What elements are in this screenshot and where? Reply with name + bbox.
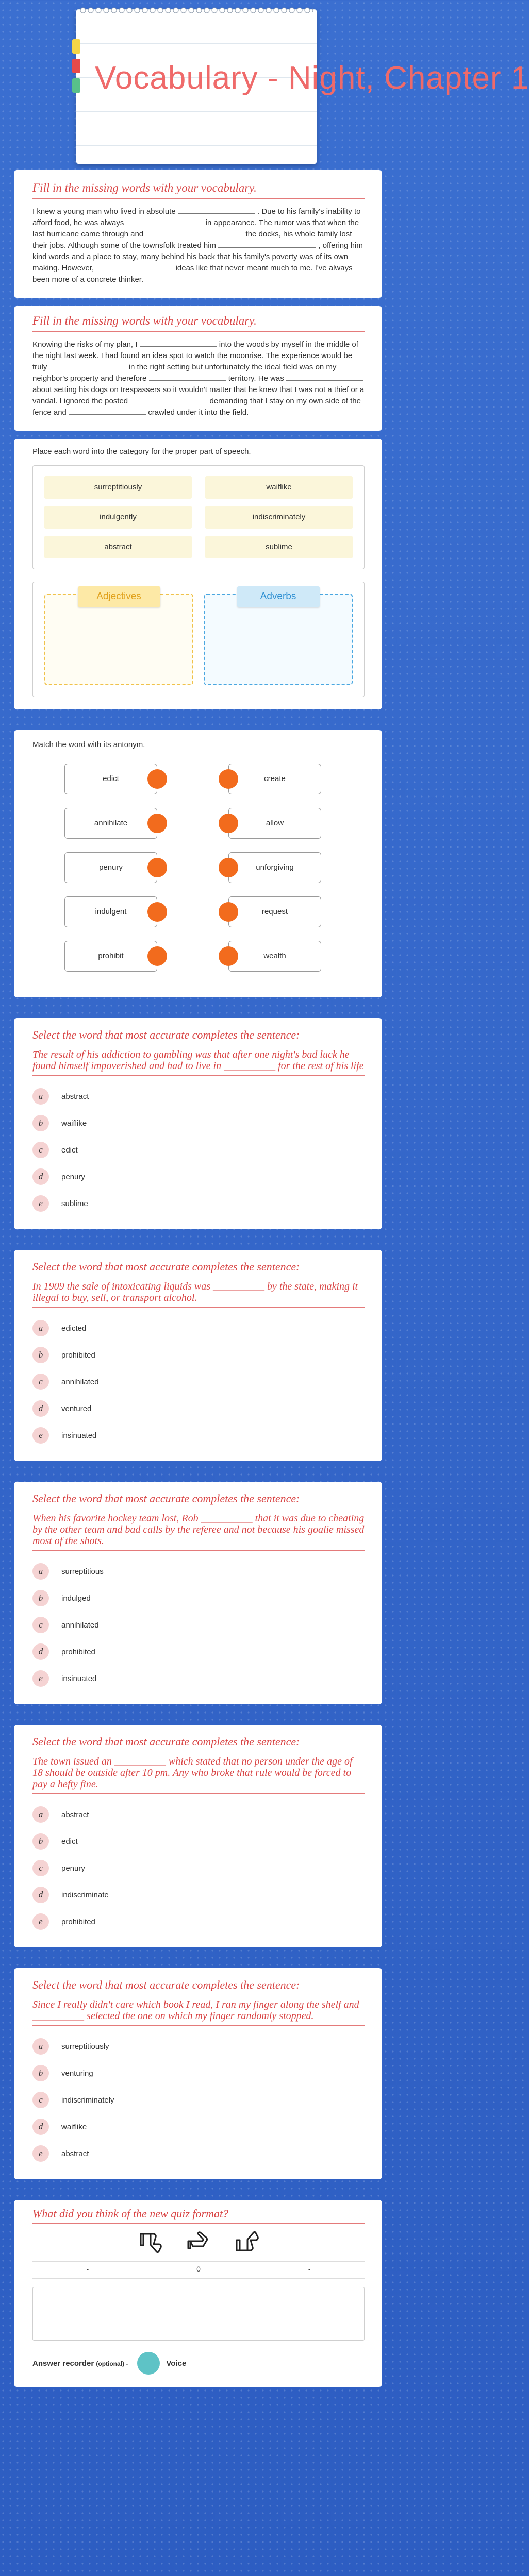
option-letter: a <box>32 1806 49 1823</box>
answer-option[interactable] <box>32 2033 365 2060</box>
blank-field[interactable] <box>145 229 243 236</box>
blank-field[interactable] <box>149 374 226 381</box>
adjectives-label: Adjectives <box>78 586 160 607</box>
option-text: waiflike <box>61 2122 87 2131</box>
feedback-question: What did you think of the new quiz format? <box>32 2207 365 2224</box>
option-text: prohibited <box>61 1917 95 1926</box>
option-text: ventured <box>61 1404 92 1413</box>
option-letter: a <box>32 1088 49 1105</box>
match-left-item[interactable]: prohibit <box>64 941 157 972</box>
option-text: abstract <box>61 2149 89 2158</box>
answer-option[interactable] <box>32 1638 365 1665</box>
answer-option[interactable] <box>32 1882 365 1908</box>
thumbs-down-count: - <box>86 2265 89 2273</box>
match-right-item[interactable]: create <box>228 764 321 794</box>
option-text: surreptitious <box>61 1567 104 1576</box>
answer-option[interactable] <box>32 1368 365 1395</box>
option-letter: d <box>32 1887 49 1903</box>
word-chip[interactable]: surreptitiously <box>44 476 192 499</box>
category-area <box>32 582 365 697</box>
question-prompt: Select the word that most accurate completes the sentence: <box>32 1492 300 1505</box>
answer-option[interactable] <box>32 1828 365 1855</box>
match-right-item[interactable]: wealth <box>228 941 321 972</box>
blank-field[interactable] <box>218 241 316 248</box>
option-letter: b <box>32 2065 49 2081</box>
word-chip[interactable]: waiflike <box>205 476 353 499</box>
option-text: annihilated <box>61 1377 99 1386</box>
match-dot[interactable] <box>147 946 167 966</box>
answer-option[interactable] <box>32 2060 365 2087</box>
page-title: Vocabulary - Night, Chapter 1 <box>95 60 529 96</box>
option-letter: d <box>32 1400 49 1417</box>
option-letter: a <box>32 2038 49 2055</box>
fill-in-card-2 <box>14 306 382 431</box>
answer-option[interactable] <box>32 1110 365 1137</box>
question-card <box>14 1968 382 2179</box>
blank-field[interactable] <box>126 218 204 225</box>
question-card <box>14 1250 382 1461</box>
option-letter: c <box>32 1142 49 1158</box>
option-letter: e <box>32 1427 49 1444</box>
answer-option[interactable] <box>32 1855 365 1882</box>
answer-option[interactable] <box>32 1612 365 1638</box>
option-letter: b <box>32 1590 49 1606</box>
option-letter: d <box>32 1168 49 1185</box>
passage-text: I knew a young man who lived in absolute . Due to his family's inability to afford food, he was always in appearance. The rumor was that when the last hurricane came through and the docks, his whole family lost their jobs. Although some of the townsfolk treated him , offering him kind words and a place to stay, many behind his back that his family's poverty was of its own making. However, ideas like that never meant much to me. I've always been more of a concrete thinker. <box>32 207 363 284</box>
thumbs-up-count: - <box>308 2265 311 2273</box>
answer-option[interactable] <box>32 2140 365 2167</box>
match-left-item[interactable]: edict <box>64 764 157 794</box>
answer-option[interactable] <box>32 1422 365 1449</box>
answer-option[interactable] <box>32 1342 365 1368</box>
answer-option[interactable] <box>32 1665 365 1692</box>
question-card <box>14 1725 382 1947</box>
passage-text: Knowing the risks of my plan, I into the woods by myself in the middle of the night last week. I had found an idea spot to watch the moonrise. The experience would be truly in the right setting but unfortunately the ideal field was on my neighbor's property and therefore territory. He was about setting his dogs on trespassers so it wouldn't matter that he knew that I was not a thief or a vandal. I ignored the posted demanding that I stay on my own side of the fence and crawled under it into the field. <box>32 340 365 417</box>
option-text: surreptitiously <box>61 2042 109 2051</box>
option-text: penury <box>61 1863 85 1873</box>
option-text: abstract <box>61 1092 89 1101</box>
option-text: insinuated <box>61 1674 97 1683</box>
option-letter: b <box>32 1833 49 1850</box>
option-text: waiflike <box>61 1118 87 1128</box>
blank-field[interactable] <box>69 408 146 415</box>
answer-option[interactable] <box>32 1137 365 1163</box>
answer-option[interactable] <box>32 1083 365 1110</box>
answer-option[interactable] <box>32 1801 365 1828</box>
answer-option[interactable] <box>32 1163 365 1190</box>
match-dot[interactable] <box>219 902 238 922</box>
option-letter: d <box>32 1643 49 1660</box>
categorize-card <box>14 439 382 709</box>
adverbs-label: Adverbs <box>237 586 320 607</box>
answer-recorder <box>32 2352 365 2375</box>
option-text: edict <box>61 1145 78 1155</box>
option-text: edict <box>61 1837 78 1846</box>
fill-in-heading: Fill in the missing words with your vocabulary. <box>32 314 365 332</box>
matching-card <box>14 730 382 997</box>
feedback-card <box>14 2200 382 2387</box>
option-letter: e <box>32 1913 49 1930</box>
option-text: edicted <box>61 1324 87 1333</box>
question-list <box>14 1018 382 2179</box>
blank-field[interactable] <box>178 207 255 214</box>
word-chip[interactable]: sublime <box>205 536 353 558</box>
question-sentence: The result of his addiction to gambling was that after one night's bad luck he found himself impoverished and had to live in __________ for the rest of his life <box>32 1049 365 1076</box>
feedback-icons <box>32 2226 365 2262</box>
answer-option[interactable] <box>32 1315 365 1342</box>
question-sentence: When his favorite hockey team lost, Rob __________ that it was due to cheating by the other team and bad calls by the referee and not because his goalie missed most of the shots. <box>32 1513 365 1551</box>
option-letter: c <box>32 1860 49 1876</box>
answer-option[interactable] <box>32 1558 365 1585</box>
answer-option[interactable] <box>32 1585 365 1612</box>
adverbs-dropzone[interactable] <box>204 591 353 685</box>
option-text: annihilated <box>61 1620 99 1630</box>
option-letter: a <box>32 1563 49 1580</box>
spiral-binding <box>79 4 313 16</box>
matching-grid <box>32 758 365 985</box>
question-sentence: Since I really didn't care which book I read, I ran my finger along the shelf and __________ selected the one on which my finger randomly stopped. <box>32 1999 365 2026</box>
word-chip[interactable]: abstract <box>44 536 192 558</box>
match-dot[interactable] <box>219 858 238 877</box>
blank-field[interactable] <box>96 263 173 270</box>
feedback-box <box>32 2226 365 2341</box>
option-letter: b <box>32 1115 49 1131</box>
match-left-item[interactable]: indulgent <box>64 896 157 927</box>
fill-in-heading: Fill in the missing words with your vocabulary. <box>32 181 365 199</box>
blank-field[interactable] <box>286 374 363 381</box>
answer-option[interactable] <box>32 2113 365 2140</box>
feedback-textarea[interactable] <box>32 2287 365 2341</box>
match-left-item[interactable]: annihilate <box>64 808 157 839</box>
option-letter: c <box>32 2092 49 2108</box>
match-dot[interactable] <box>219 946 238 966</box>
notepad-graphic <box>76 9 529 164</box>
match-dot[interactable] <box>219 814 238 833</box>
thumbs-down-icon[interactable] <box>139 2230 163 2257</box>
question-prompt: Select the word that most accurate completes the sentence: <box>32 1028 300 1041</box>
option-text: indiscriminately <box>61 2095 114 2105</box>
worksheet <box>14 170 382 2408</box>
option-letter: a <box>32 1320 49 1336</box>
match-dot[interactable] <box>147 769 167 789</box>
option-letter: e <box>32 1195 49 1212</box>
red-tab <box>72 59 80 73</box>
recorder-optional: (optional) - <box>96 2360 128 2367</box>
option-letter: c <box>32 1617 49 1633</box>
word-chip[interactable]: indiscriminately <box>205 506 353 529</box>
option-letter: c <box>32 1374 49 1390</box>
yellow-tab <box>72 39 80 54</box>
question-sentence: In 1909 the sale of intoxicating liquids was __________ by the state, making it illegal to buy, sell, or transport alcohol. <box>32 1281 365 1308</box>
match-dot[interactable] <box>147 858 167 877</box>
answer-option[interactable] <box>32 1908 365 1935</box>
answer-option[interactable] <box>32 1190 365 1217</box>
fill-in-card-1 <box>14 170 382 298</box>
question-sentence: The town issued an __________ which stated that no person under the age of 18 should be outside after 10 pm. Any who broke that rule would be forced to pay a hefty fine. <box>32 1756 365 1794</box>
match-right-item[interactable]: request <box>228 896 321 927</box>
thumbs-up-icon[interactable] <box>234 2230 258 2257</box>
matching-instruction: Match the word with its antonym. <box>32 740 145 749</box>
blank-field[interactable] <box>130 396 207 403</box>
option-text: prohibited <box>61 1647 95 1656</box>
voice-label: Voice <box>166 2359 187 2368</box>
neutral-count: 0 <box>196 2265 201 2273</box>
option-text: insinuated <box>61 1431 97 1440</box>
word-chip[interactable]: indulgently <box>44 506 192 529</box>
option-text: abstract <box>61 1810 89 1819</box>
match-dot[interactable] <box>147 902 167 922</box>
recorder-label: Answer recorder <box>32 2359 94 2368</box>
neutral-thumb-icon[interactable] <box>186 2230 211 2257</box>
option-letter: d <box>32 2119 49 2135</box>
feedback-counts <box>32 2262 365 2279</box>
question-card <box>14 1018 382 1229</box>
word-bank <box>32 465 365 569</box>
question-prompt: Select the word that most accurate completes the sentence: <box>32 1735 300 1748</box>
option-text: penury <box>61 1172 85 1181</box>
answer-option[interactable] <box>32 2087 365 2113</box>
option-text: venturing <box>61 2069 93 2078</box>
categorize-instruction: Place each word into the category for the proper part of speech. <box>32 447 251 456</box>
blank-field[interactable] <box>49 362 127 369</box>
option-text: sublime <box>61 1199 88 1208</box>
match-right-item[interactable]: unforgiving <box>228 852 321 883</box>
match-dot[interactable] <box>219 769 238 789</box>
option-letter: e <box>32 1670 49 1687</box>
question-prompt: Select the word that most accurate completes the sentence: <box>32 1260 300 1273</box>
question-prompt: Select the word that most accurate completes the sentence: <box>32 1978 300 1991</box>
match-dot[interactable] <box>147 814 167 833</box>
adjectives-dropzone[interactable] <box>44 591 193 685</box>
voice-toggle[interactable] <box>137 2352 160 2375</box>
option-text: indiscriminate <box>61 1890 109 1900</box>
match-right-item[interactable]: allow <box>228 808 321 839</box>
answer-option[interactable] <box>32 1395 365 1422</box>
green-tab <box>72 78 80 93</box>
header <box>0 0 529 170</box>
blank-field[interactable] <box>140 340 217 347</box>
option-text: indulged <box>61 1594 91 1603</box>
option-letter: e <box>32 2145 49 2162</box>
question-card <box>14 1482 382 1704</box>
match-left-item[interactable]: penury <box>64 852 157 883</box>
option-text: prohibited <box>61 1350 95 1360</box>
option-letter: b <box>32 1347 49 1363</box>
